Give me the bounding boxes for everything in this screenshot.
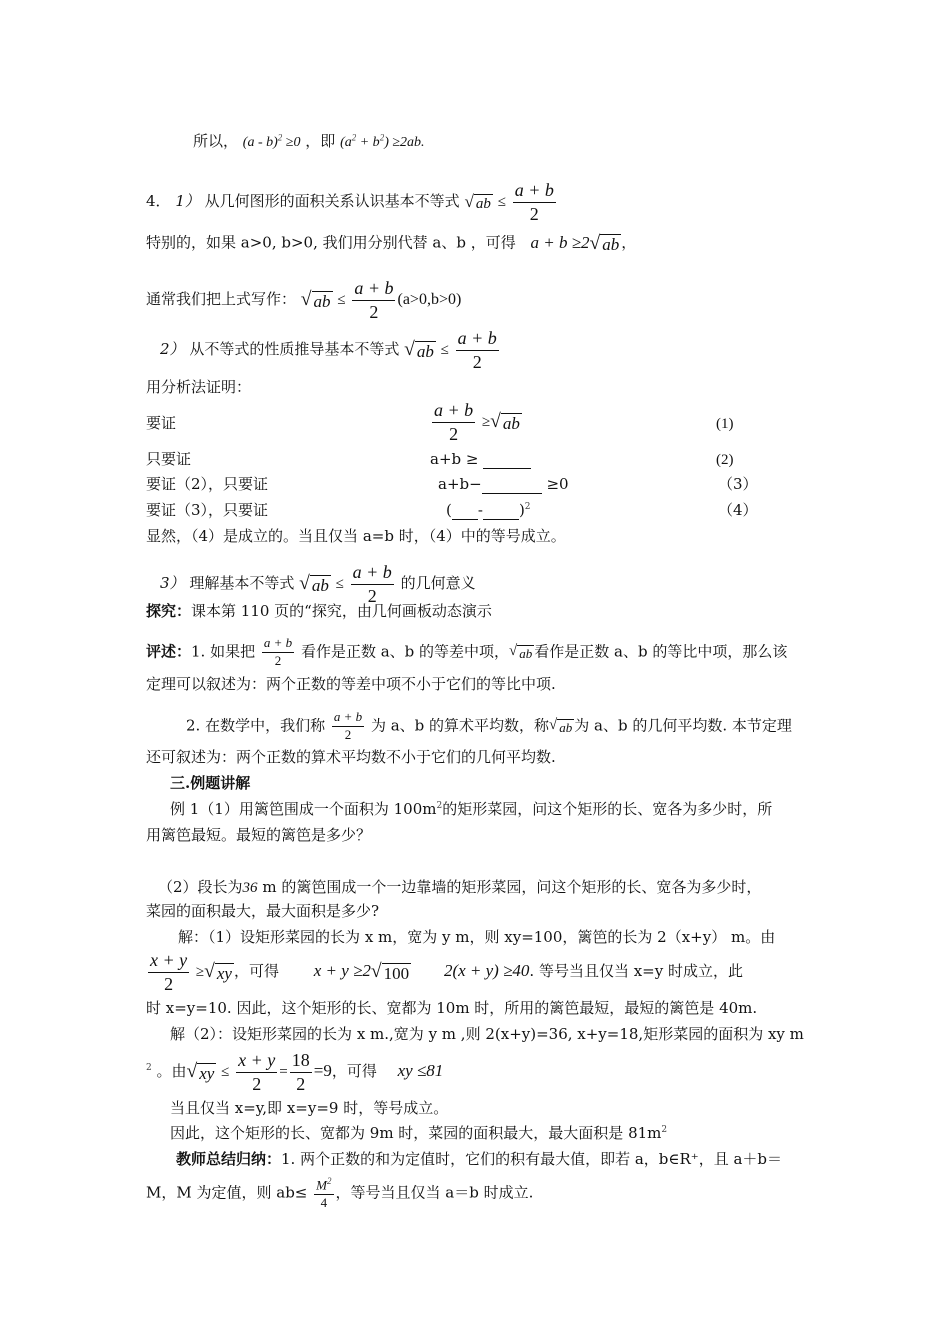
sqrt-ab: √ ab — [589, 233, 620, 255]
fraction-ab-2: $\frac{a + b}{2}$ — [352, 562, 392, 606]
line-23: $^2$ 。由 √ xy ≤ $\frac{x + y}{2}$ = $\frac{18}{2}$ =9，可得 xy ≤81 — [146, 1050, 444, 1094]
proof-row-2-expr: a+b ≥ — [430, 450, 531, 469]
proof-row-3-label: 要证（2），只要证 — [146, 475, 269, 493]
sqrt-ab: √ ab — [404, 339, 434, 361]
line-16: 用篱笆最短。最短的篱笆是多少？ — [146, 826, 372, 844]
text: 特别的，如果 a>0, b>0, 我们用分别代替 a、b ，可得 — [146, 233, 516, 252]
proof-row-3-tag: （3） — [718, 475, 758, 493]
text: 通常我们把上式写作： — [146, 290, 297, 309]
proof-row-4-expr: ( - )$^2$ — [446, 501, 531, 519]
line-2 — [146, 180, 558, 224]
sqrt-ab: √ ab — [549, 717, 573, 735]
blank — [482, 475, 542, 494]
label-explore: 探究： — [146, 602, 192, 620]
sub-number: 3） — [160, 574, 185, 593]
line-26: 教师总结归纳：1. 两个正数的和为定值时，它们的积有最大值，即若 a，b∈R⁺，且 a＋b＝ — [176, 1150, 783, 1168]
fraction-ab-2: $\frac{a + b}{2}$ — [514, 180, 554, 224]
text: 所以， — [193, 132, 239, 150]
sub-number: 1） — [175, 192, 200, 211]
fraction-xy-2: $\frac{x + y}{2}$ — [150, 950, 188, 994]
fraction-ab-2-small: $\frac{a + b}{2}$ — [333, 709, 363, 742]
fraction-18-2: $\frac{18}{2}$ — [291, 1050, 310, 1094]
sqrt-ab: √ ab — [490, 411, 520, 433]
text: 从不等式的性质推导基本不等式 — [189, 340, 400, 359]
proof-row-2-label: 只要证 — [146, 450, 192, 468]
line-12: 2. 在数学中，我们称 $\frac{a + b}{2}$ 为 a、b 的算术平均数，称 √ ab 为 a、b 的几何平均数. 本节定理 — [186, 709, 792, 742]
sqrt-ab: √ ab — [509, 643, 533, 661]
line-13: 还可叙述为：两个正数的算术平均数不小于它们的几何平均数. — [146, 748, 556, 766]
condition: (a>0,b>0) — [397, 291, 462, 309]
line-18: 菜园的面积最大，最大面积是多少? — [146, 902, 380, 920]
text: ，即 — [305, 132, 336, 150]
line-7: 显然，（4）是成立的。当且仅当 a=b 时，（4）中的等号成立。 — [146, 527, 566, 545]
line-21: 时 x=y=10. 因此，这个矩形的长、宽都为 10m 时，所用的篱笆最短，最短的篱笆是 40m. — [146, 999, 758, 1017]
math: a + b ≥2 — [530, 232, 590, 252]
label-summary: 教师总结归纳： — [176, 1150, 282, 1168]
line-1 — [193, 132, 425, 152]
proof-row-1-expr: $\frac{a + b}{2}$ ≥ √ ab — [434, 400, 520, 444]
line-19: 解：（1）设矩形菜园的长为 x m，宽为 y m，则 xy=100，篱笆的长为 2（x+y） m。由 — [178, 928, 776, 946]
line-27: M，M 为定值，则 ab≤ $\frac{M^2}{4}$ ，等号当且仅当 a＝b 时成立. — [146, 1176, 534, 1211]
line-17: （2）段长为36 m 的篱笆围成一个一边靠墙的矩形菜园，问这个矩形的长、宽各为多少时， — [158, 878, 762, 896]
sqrt-xy: √ xy — [186, 1061, 215, 1083]
line-22: 解（2）：设矩形菜园的长为 x m.,宽为 y m ,则 2(x+y)=36, x+y=18,矩形菜园的面积为 xy m — [170, 1025, 804, 1043]
sqrt-100: √ 100 — [370, 961, 410, 983]
blank — [483, 450, 531, 469]
math: (a - b)$^2$ ≥0 — [242, 132, 301, 150]
line-3: 特别的，如果 a>0, b>0, 我们用分别代替 a、b ，可得 a + b ≥2 √ ab ， — [146, 232, 637, 255]
proof-row-4-label: 要证（3），只要证 — [146, 501, 269, 519]
blank — [452, 501, 478, 520]
line-9: 探究：课本第 110 页的“探究，由几何画板动态演示 — [146, 602, 492, 620]
label-comment: 评述： — [146, 642, 192, 661]
line-24: 当且仅当 x=y,即 x=y=9 时，等号成立。 — [170, 1099, 449, 1117]
text: 从几何图形的面积关系认识基本不等式 — [204, 192, 460, 211]
leq: ≤ — [497, 194, 506, 211]
sqrt-ab: √ ab — [299, 573, 329, 595]
fraction-ab-2: $\frac{a + b}{2}$ — [354, 278, 394, 322]
line-6 — [146, 378, 251, 396]
line-20: $\frac{x + y}{2}$ ≥ √ xy ，可得 x + y ≥2 √ 100 2(x + y) ≥40. 等号当且仅当 x=y 时成立，此 — [150, 950, 743, 994]
section-heading: 三.例题讲解 — [170, 774, 251, 792]
sub-number: 2） — [160, 340, 185, 359]
proof-row-4-tag: （4） — [718, 501, 758, 519]
text: 用分析法证明： — [146, 378, 252, 396]
proof-row-3-expr: a+b− ≥0 — [438, 475, 569, 493]
line-11: 定理可以叙述为：两个正数的等差中项不小于它们的等比中项. — [146, 675, 556, 693]
line-10: 评述：1. 如果把 $\frac{a + b}{2}$ 看作是正数 a、b 的等差中项， √ ab 看作是正数 a、b 的等比中项，那么该 — [146, 635, 788, 668]
item-number: 4． — [146, 192, 171, 211]
blank — [483, 501, 519, 520]
proof-row-2-tag: (2) — [716, 452, 734, 468]
line-25: 因此，这个矩形的长、宽都为 9m 时，菜园的面积最大，最大面积是 $81m^2$ — [170, 1124, 668, 1142]
line-5: 2） 从不等式的性质推导基本不等式 √ ab ≤ $\frac{a + b}{2}$ — [160, 328, 497, 372]
sqrt-ab: √ ab — [464, 191, 491, 212]
fraction-ab-2-small: $\frac{a + b}{2}$ — [263, 635, 293, 668]
line-4: 通常我们把上式写作： √ ab ≤ $\frac{a + b}{2}$ (a>0,b>0) — [146, 278, 462, 322]
proof-row-1-label: 要证 — [146, 414, 177, 432]
sqrt-ab: √ ab — [300, 289, 331, 311]
fraction-ab-2: $\frac{a + b}{2}$ — [457, 328, 497, 372]
math: $(a^2 + b^2) \ge 2ab$. — [340, 132, 425, 150]
line-8: 3） 理解基本不等式 √ ab ≤ $\frac{a + b}{2}$ 的几何意义 — [160, 562, 476, 606]
sqrt-xy: √ xy — [204, 961, 232, 983]
fraction-M2-4: $\frac{M^2}{4}$ — [316, 1176, 332, 1211]
fraction-ab-2: $\frac{a + b}{2}$ — [434, 400, 474, 444]
proof-row-1-tag: (1) — [716, 416, 734, 432]
fraction-xy-2: $\frac{x + y}{2}$ — [238, 1050, 276, 1094]
line-15: 例 1（1）用篱笆围成一个面积为 $100m^2$的矩形菜园，问这个矩形的长、宽各为多少时，所 — [170, 800, 773, 818]
